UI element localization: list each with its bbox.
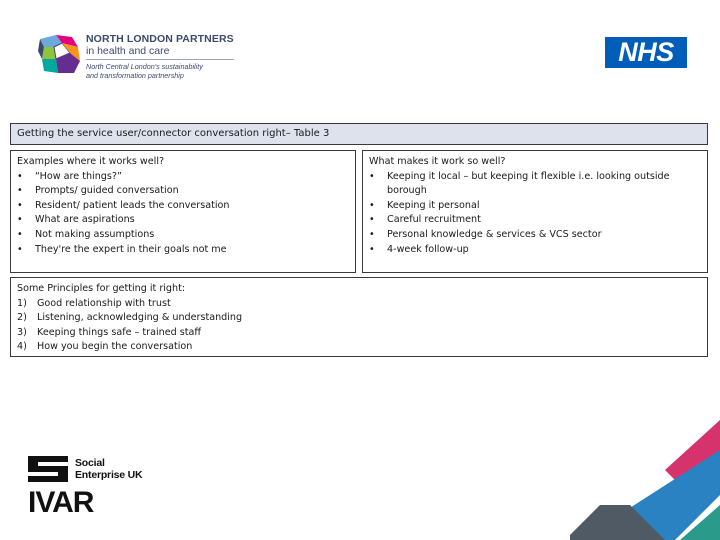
seuk-line1: Social — [75, 457, 105, 469]
north-london-partners-logo — [36, 33, 236, 85]
works-well-list — [17, 170, 349, 258]
list-item: • Keeping it personal — [369, 199, 701, 214]
ivar-logo — [28, 485, 108, 521]
principles-heading: Some Principles for getting it right: — [17, 283, 186, 294]
social-enterprise-uk-logo — [28, 456, 148, 486]
list-item: • Personal knowledge & services & VCS sector — [369, 228, 701, 243]
item-text: Good relationship with trust — [37, 297, 171, 309]
list-item: • Resident/ patient leads the conversation — [17, 199, 349, 214]
list-item: • What are aspirations — [17, 213, 349, 228]
org-desc-line2: and transformation partnership — [86, 71, 184, 80]
item-number: 3) — [17, 326, 27, 338]
item-text: Keeping things safe – trained staff — [37, 326, 201, 338]
list-item: • Not making assumptions — [17, 228, 349, 243]
list-item: • They're the expert in their goals not me — [17, 243, 349, 258]
item-text: How you begin the conversation — [37, 341, 193, 353]
nhs-logo: NHS — [605, 37, 687, 68]
org-subtitle: in health and care — [86, 45, 170, 57]
what-makes-it-work-box — [362, 150, 708, 273]
item-number: 2) — [17, 312, 27, 324]
works-well-heading: Examples where it works well? — [17, 156, 165, 167]
list-item: • Careful recruitment — [369, 213, 701, 228]
org-title: NORTH LONDON PARTNERS — [86, 33, 234, 45]
list-item — [17, 311, 701, 326]
list-item — [17, 340, 701, 355]
principles-list — [17, 297, 701, 355]
item-number: 4) — [17, 341, 27, 353]
org-divider — [86, 59, 234, 60]
list-item: • “How are things?” — [17, 170, 349, 185]
item-number: 1) — [17, 297, 27, 309]
seuk-line2: Enterprise UK — [75, 469, 143, 481]
list-item: • Keeping it local – but keeping it flexible i.e. looking outside borough — [369, 170, 701, 199]
seuk-s-icon — [28, 456, 68, 482]
list-item — [17, 297, 701, 312]
item-text: Listening, acknowledging & understanding — [37, 312, 243, 324]
org-desc-line1: North Central London's sustainability — [86, 62, 203, 71]
principles-box — [10, 277, 708, 357]
ivar-label: IVAR — [28, 486, 94, 519]
what-makes-list — [369, 170, 701, 258]
works-well-box — [10, 150, 356, 273]
decorative-corner-ribbons — [570, 410, 720, 540]
list-item — [17, 326, 701, 341]
list-item: • Prompts/ guided conversation — [17, 184, 349, 199]
nlp-map-icon — [36, 33, 82, 79]
list-item: • 4-week follow-up — [369, 243, 701, 258]
table-title: Getting the service user/connector conversation right– Table 3 — [10, 123, 708, 145]
what-makes-heading: What makes it work so well? — [369, 156, 506, 167]
